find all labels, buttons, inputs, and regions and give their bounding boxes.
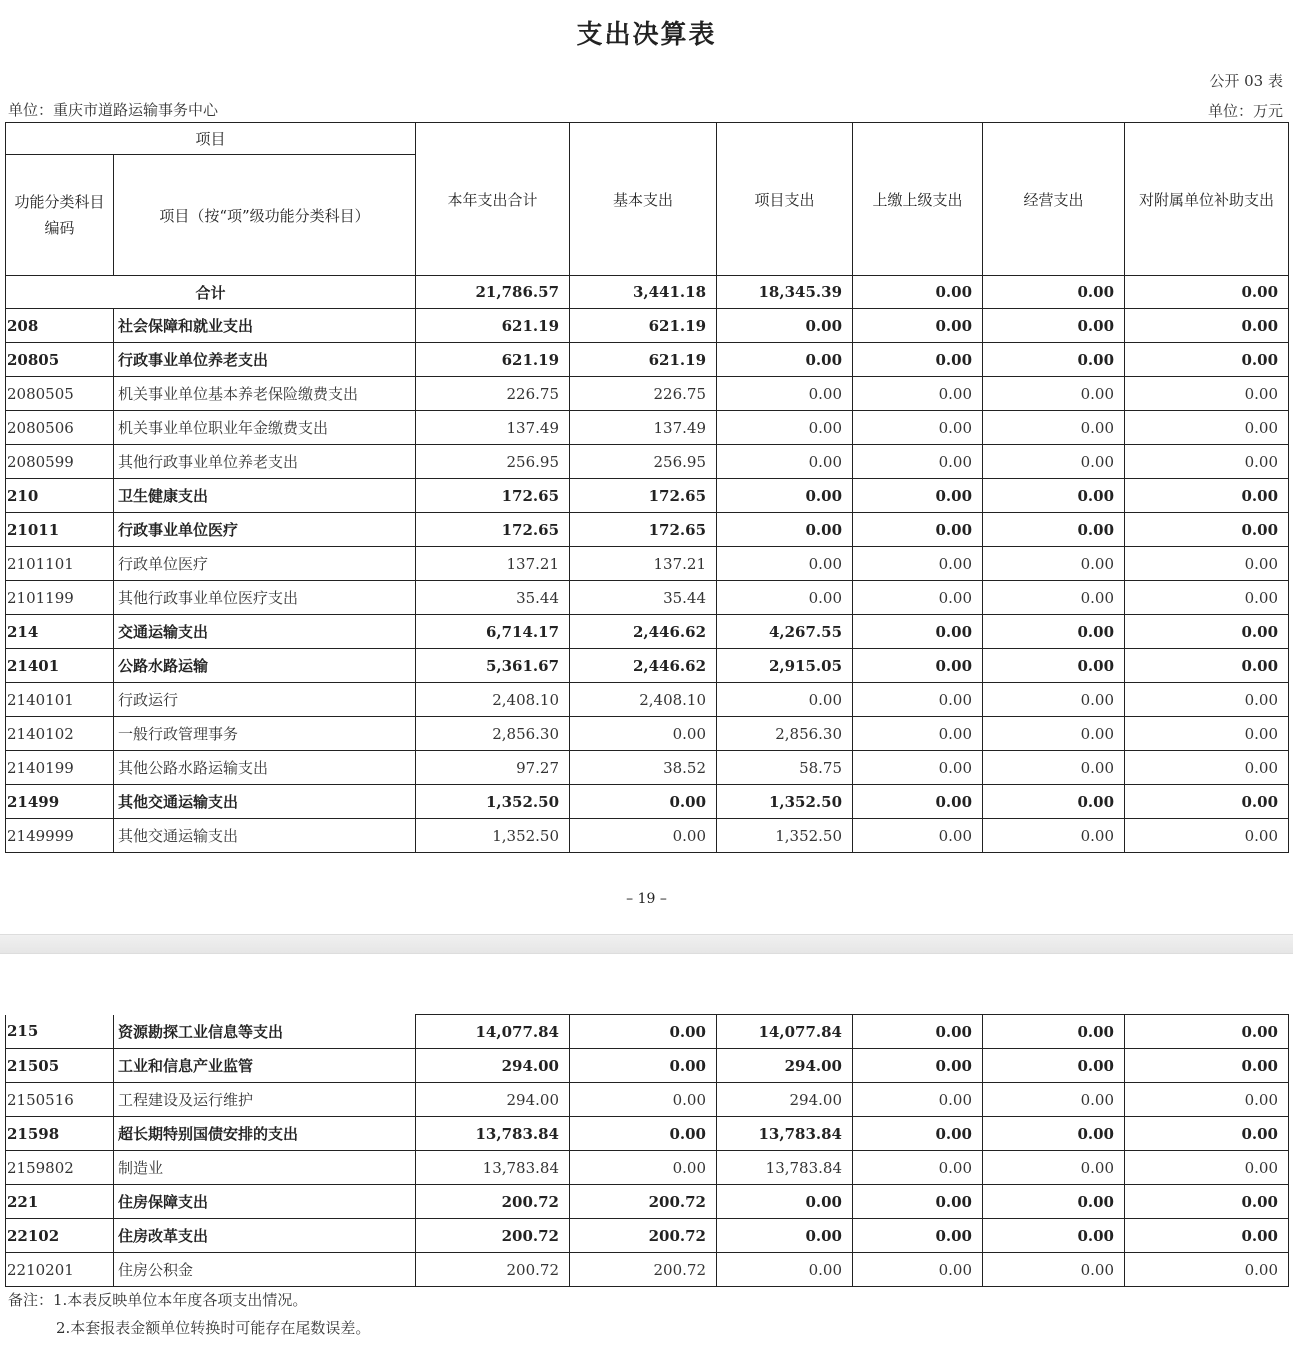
row-value: 294.00 [416,1049,570,1083]
row-value: 0.00 [1125,513,1289,547]
row-code: 2150516 [6,1083,114,1117]
row-code: 2101101 [6,547,114,581]
row-name: 行政事业单位养老支出 [114,343,416,377]
row-value: 0.00 [853,1253,983,1287]
row-value: 0.00 [983,581,1125,615]
row-value: 13,783.84 [416,1151,570,1185]
row-value: 0.00 [853,1219,983,1253]
row-value: 0.00 [983,513,1125,547]
row-value: 0.00 [983,819,1125,853]
total-value: 0.00 [1125,276,1289,309]
row-name: 一般行政管理事务 [114,717,416,751]
row-value: 0.00 [983,615,1125,649]
row-value: 294.00 [717,1049,853,1083]
row-value: 1,352.50 [416,785,570,819]
row-value: 97.27 [416,751,570,785]
header-basic: 基本支出 [570,123,717,276]
row-name: 机关事业单位职业年金缴费支出 [114,411,416,445]
row-value: 0.00 [983,785,1125,819]
row-value: 0.00 [1125,1083,1289,1117]
table-row [6,479,1289,513]
row-value: 0.00 [1125,1151,1289,1185]
row-value: 1,352.50 [717,819,853,853]
row-value: 0.00 [717,1219,853,1253]
row-value: 0.00 [1125,1117,1289,1151]
row-value: 0.00 [1125,819,1289,853]
table-row [6,1117,1289,1151]
note-line-1: 备注：1.本表反映单位本年度各项支出情况。 [8,1291,308,1309]
row-name: 其他交通运输支出 [114,785,416,819]
row-value: 0.00 [983,683,1125,717]
row-value: 0.00 [1125,411,1289,445]
row-value: 1,352.50 [416,819,570,853]
row-value: 172.65 [570,479,717,513]
row-value: 200.72 [416,1219,570,1253]
row-value: 0.00 [1125,1049,1289,1083]
row-value: 0.00 [853,1015,983,1049]
unit-currency: 单位：万元 [1207,102,1283,120]
row-value: 0.00 [717,547,853,581]
row-value: 0.00 [983,649,1125,683]
header-total: 本年支出合计 [416,123,570,276]
total-value: 0.00 [853,276,983,309]
row-code: 210 [6,479,114,513]
table-row [6,343,1289,377]
row-value: 0.00 [1125,445,1289,479]
row-value: 0.00 [983,1253,1125,1287]
row-code: 21505 [6,1049,114,1083]
note-line-2: 2.本套报表金额单位转换时可能存在尾数误差。 [56,1319,371,1337]
row-value: 6,714.17 [416,615,570,649]
row-value: 0.00 [983,309,1125,343]
row-value: 2,446.62 [570,615,717,649]
row-value: 0.00 [853,581,983,615]
table-row [6,1049,1289,1083]
table-row [6,819,1289,853]
row-name: 工程建设及运行维护 [114,1083,416,1117]
header-upper: 上缴上级支出 [853,123,983,276]
total-value: 18,345.39 [717,276,853,309]
row-name: 社会保障和就业支出 [114,309,416,343]
row-value: 200.72 [570,1219,717,1253]
total-row [6,276,1289,309]
row-code: 221 [6,1185,114,1219]
row-value: 0.00 [983,445,1125,479]
row-value: 0.00 [983,717,1125,751]
row-value: 0.00 [983,1083,1125,1117]
row-value: 38.52 [570,751,717,785]
row-value: 0.00 [983,751,1125,785]
row-value: 256.95 [570,445,717,479]
table-row [6,649,1289,683]
row-value: 0.00 [570,717,717,751]
row-value: 0.00 [853,1151,983,1185]
expenditure-table-page1 [5,122,1289,853]
row-value: 0.00 [1125,1219,1289,1253]
row-value: 0.00 [853,445,983,479]
row-value: 226.75 [570,377,717,411]
row-value: 0.00 [570,1151,717,1185]
row-value: 200.72 [570,1185,717,1219]
row-name: 其他公路水路运输支出 [114,751,416,785]
row-value: 0.00 [1125,377,1289,411]
total-value: 21,786.57 [416,276,570,309]
row-name: 住房保障支出 [114,1185,416,1219]
row-value: 137.21 [416,547,570,581]
row-name: 卫生健康支出 [114,479,416,513]
row-value: 0.00 [717,411,853,445]
row-value: 0.00 [570,1015,717,1049]
row-value: 58.75 [717,751,853,785]
row-value: 0.00 [1125,581,1289,615]
row-code: 2149999 [6,819,114,853]
row-value: 0.00 [717,445,853,479]
row-value: 0.00 [1125,1185,1289,1219]
row-value: 137.21 [570,547,717,581]
header-subsidy: 对附属单位补助支出 [1125,123,1289,276]
row-name: 超长期特别国债安排的支出 [114,1117,416,1151]
row-value: 2,856.30 [416,717,570,751]
row-value: 2,856.30 [717,717,853,751]
row-value: 0.00 [853,819,983,853]
row-value: 0.00 [1125,1015,1289,1049]
table-row [6,547,1289,581]
row-value: 0.00 [1125,309,1289,343]
row-value: 35.44 [416,581,570,615]
row-value: 172.65 [570,513,717,547]
row-code: 2159802 [6,1151,114,1185]
table-row [6,785,1289,819]
row-value: 0.00 [853,1049,983,1083]
row-value: 2,408.10 [570,683,717,717]
total-label: 合计 [6,276,416,309]
row-value: 294.00 [416,1083,570,1117]
row-value: 0.00 [853,1117,983,1151]
row-value: 0.00 [1125,785,1289,819]
row-value: 0.00 [853,615,983,649]
row-name: 行政事业单位医疗 [114,513,416,547]
row-value: 13,783.84 [416,1117,570,1151]
table-row [6,445,1289,479]
row-name: 工业和信息产业监管 [114,1049,416,1083]
row-value: 0.00 [853,479,983,513]
row-value: 4,267.55 [717,615,853,649]
header-business: 经营支出 [983,123,1125,276]
table-row [6,581,1289,615]
row-code: 21598 [6,1117,114,1151]
row-value: 0.00 [853,513,983,547]
row-code: 2080599 [6,445,114,479]
row-value: 226.75 [416,377,570,411]
row-value: 0.00 [570,1117,717,1151]
row-code: 2140102 [6,717,114,751]
table-row [6,513,1289,547]
row-value: 13,783.84 [717,1151,853,1185]
row-value: 0.00 [853,717,983,751]
row-value: 1,352.50 [717,785,853,819]
table-row [6,683,1289,717]
row-code: 22102 [6,1219,114,1253]
row-code: 214 [6,615,114,649]
row-value: 0.00 [570,1049,717,1083]
table-row [6,615,1289,649]
header-xiangmu: 项目 [6,123,416,155]
row-value: 0.00 [853,547,983,581]
row-name: 住房改革支出 [114,1219,416,1253]
row-value: 13,783.84 [717,1117,853,1151]
row-value: 200.72 [416,1185,570,1219]
row-value: 0.00 [983,547,1125,581]
row-value: 0.00 [717,343,853,377]
row-value: 0.00 [717,581,853,615]
page-number: – 19 – [626,891,667,907]
header-code: 功能分类科目编码 [6,155,114,276]
row-name: 行政单位医疗 [114,547,416,581]
row-value: 0.00 [853,785,983,819]
total-value: 0.00 [983,276,1125,309]
row-value: 0.00 [853,1185,983,1219]
form-number: 公开 03 表 [1209,72,1283,90]
row-value: 0.00 [983,411,1125,445]
expenditure-table-page2 [5,1014,1289,1287]
row-value: 621.19 [416,343,570,377]
row-value: 0.00 [853,343,983,377]
row-value: 0.00 [570,1083,717,1117]
row-value: 2,408.10 [416,683,570,717]
row-name: 资源勘探工业信息等支出 [114,1015,416,1049]
row-value: 0.00 [983,1219,1125,1253]
table-row [6,377,1289,411]
row-code: 2101199 [6,581,114,615]
row-value: 137.49 [570,411,717,445]
row-value: 2,446.62 [570,649,717,683]
unit-organization: 单位：重庆市道路运输事务中心 [8,101,219,119]
header-project: 项目支出 [717,123,853,276]
row-code: 21499 [6,785,114,819]
row-value: 0.00 [1125,751,1289,785]
row-value: 172.65 [416,479,570,513]
row-value: 0.00 [983,479,1125,513]
row-value: 621.19 [570,343,717,377]
row-value: 621.19 [570,309,717,343]
header-name: 项目（按“项”级功能分类科目） [114,155,416,276]
row-value: 0.00 [853,377,983,411]
row-value: 0.00 [983,1117,1125,1151]
row-value: 0.00 [1125,717,1289,751]
page-break [0,934,1293,954]
row-value: 0.00 [983,1049,1125,1083]
row-name: 公路水路运输 [114,649,416,683]
row-value: 0.00 [853,751,983,785]
row-name: 制造业 [114,1151,416,1185]
row-code: 215 [6,1015,114,1049]
row-code: 208 [6,309,114,343]
row-value: 0.00 [983,1185,1125,1219]
row-code: 2080506 [6,411,114,445]
row-value: 0.00 [1125,1253,1289,1287]
row-value: 0.00 [853,309,983,343]
row-name: 其他行政事业单位医疗支出 [114,581,416,615]
row-value: 14,077.84 [717,1015,853,1049]
row-value: 0.00 [1125,547,1289,581]
row-name: 其他行政事业单位养老支出 [114,445,416,479]
row-value: 5,361.67 [416,649,570,683]
row-value: 0.00 [853,411,983,445]
row-code: 2140101 [6,683,114,717]
row-code: 2080505 [6,377,114,411]
row-value: 0.00 [717,513,853,547]
row-code: 21011 [6,513,114,547]
row-value: 0.00 [853,1083,983,1117]
row-value: 0.00 [1125,343,1289,377]
row-value: 172.65 [416,513,570,547]
row-value: 0.00 [853,649,983,683]
table-row [6,1151,1289,1185]
row-name: 交通运输支出 [114,615,416,649]
row-value: 137.49 [416,411,570,445]
row-value: 35.44 [570,581,717,615]
row-value: 0.00 [717,377,853,411]
page-title: 支出决算表 [576,20,717,50]
row-value: 621.19 [416,309,570,343]
row-value: 0.00 [570,819,717,853]
row-value: 0.00 [570,785,717,819]
row-value: 0.00 [983,377,1125,411]
row-value: 0.00 [717,309,853,343]
row-value: 0.00 [717,683,853,717]
table-row [6,751,1289,785]
table-row [6,1083,1289,1117]
row-value: 14,077.84 [416,1015,570,1049]
table-row [6,411,1289,445]
row-value: 0.00 [1125,683,1289,717]
table-row [6,1253,1289,1287]
row-name: 住房公积金 [114,1253,416,1287]
row-value: 0.00 [1125,649,1289,683]
row-value: 0.00 [717,479,853,513]
row-value: 2,915.05 [717,649,853,683]
table-row [6,717,1289,751]
row-value: 0.00 [983,343,1125,377]
row-value: 0.00 [853,683,983,717]
table-row [6,1219,1289,1253]
row-value: 0.00 [1125,615,1289,649]
row-value: 200.72 [570,1253,717,1287]
row-code: 20805 [6,343,114,377]
row-code: 2210201 [6,1253,114,1287]
total-value: 3,441.18 [570,276,717,309]
row-value: 0.00 [983,1151,1125,1185]
table-row [6,1185,1289,1219]
row-value: 256.95 [416,445,570,479]
row-name: 机关事业单位基本养老保险缴费支出 [114,377,416,411]
row-value: 0.00 [717,1253,853,1287]
row-value: 0.00 [983,1015,1125,1049]
table-row [6,309,1289,343]
row-code: 21401 [6,649,114,683]
row-value: 0.00 [1125,479,1289,513]
row-name: 其他交通运输支出 [114,819,416,853]
row-value: 200.72 [416,1253,570,1287]
row-code: 2140199 [6,751,114,785]
row-value: 0.00 [717,1185,853,1219]
row-name: 行政运行 [114,683,416,717]
row-value: 294.00 [717,1083,853,1117]
table-row [6,1015,1289,1049]
